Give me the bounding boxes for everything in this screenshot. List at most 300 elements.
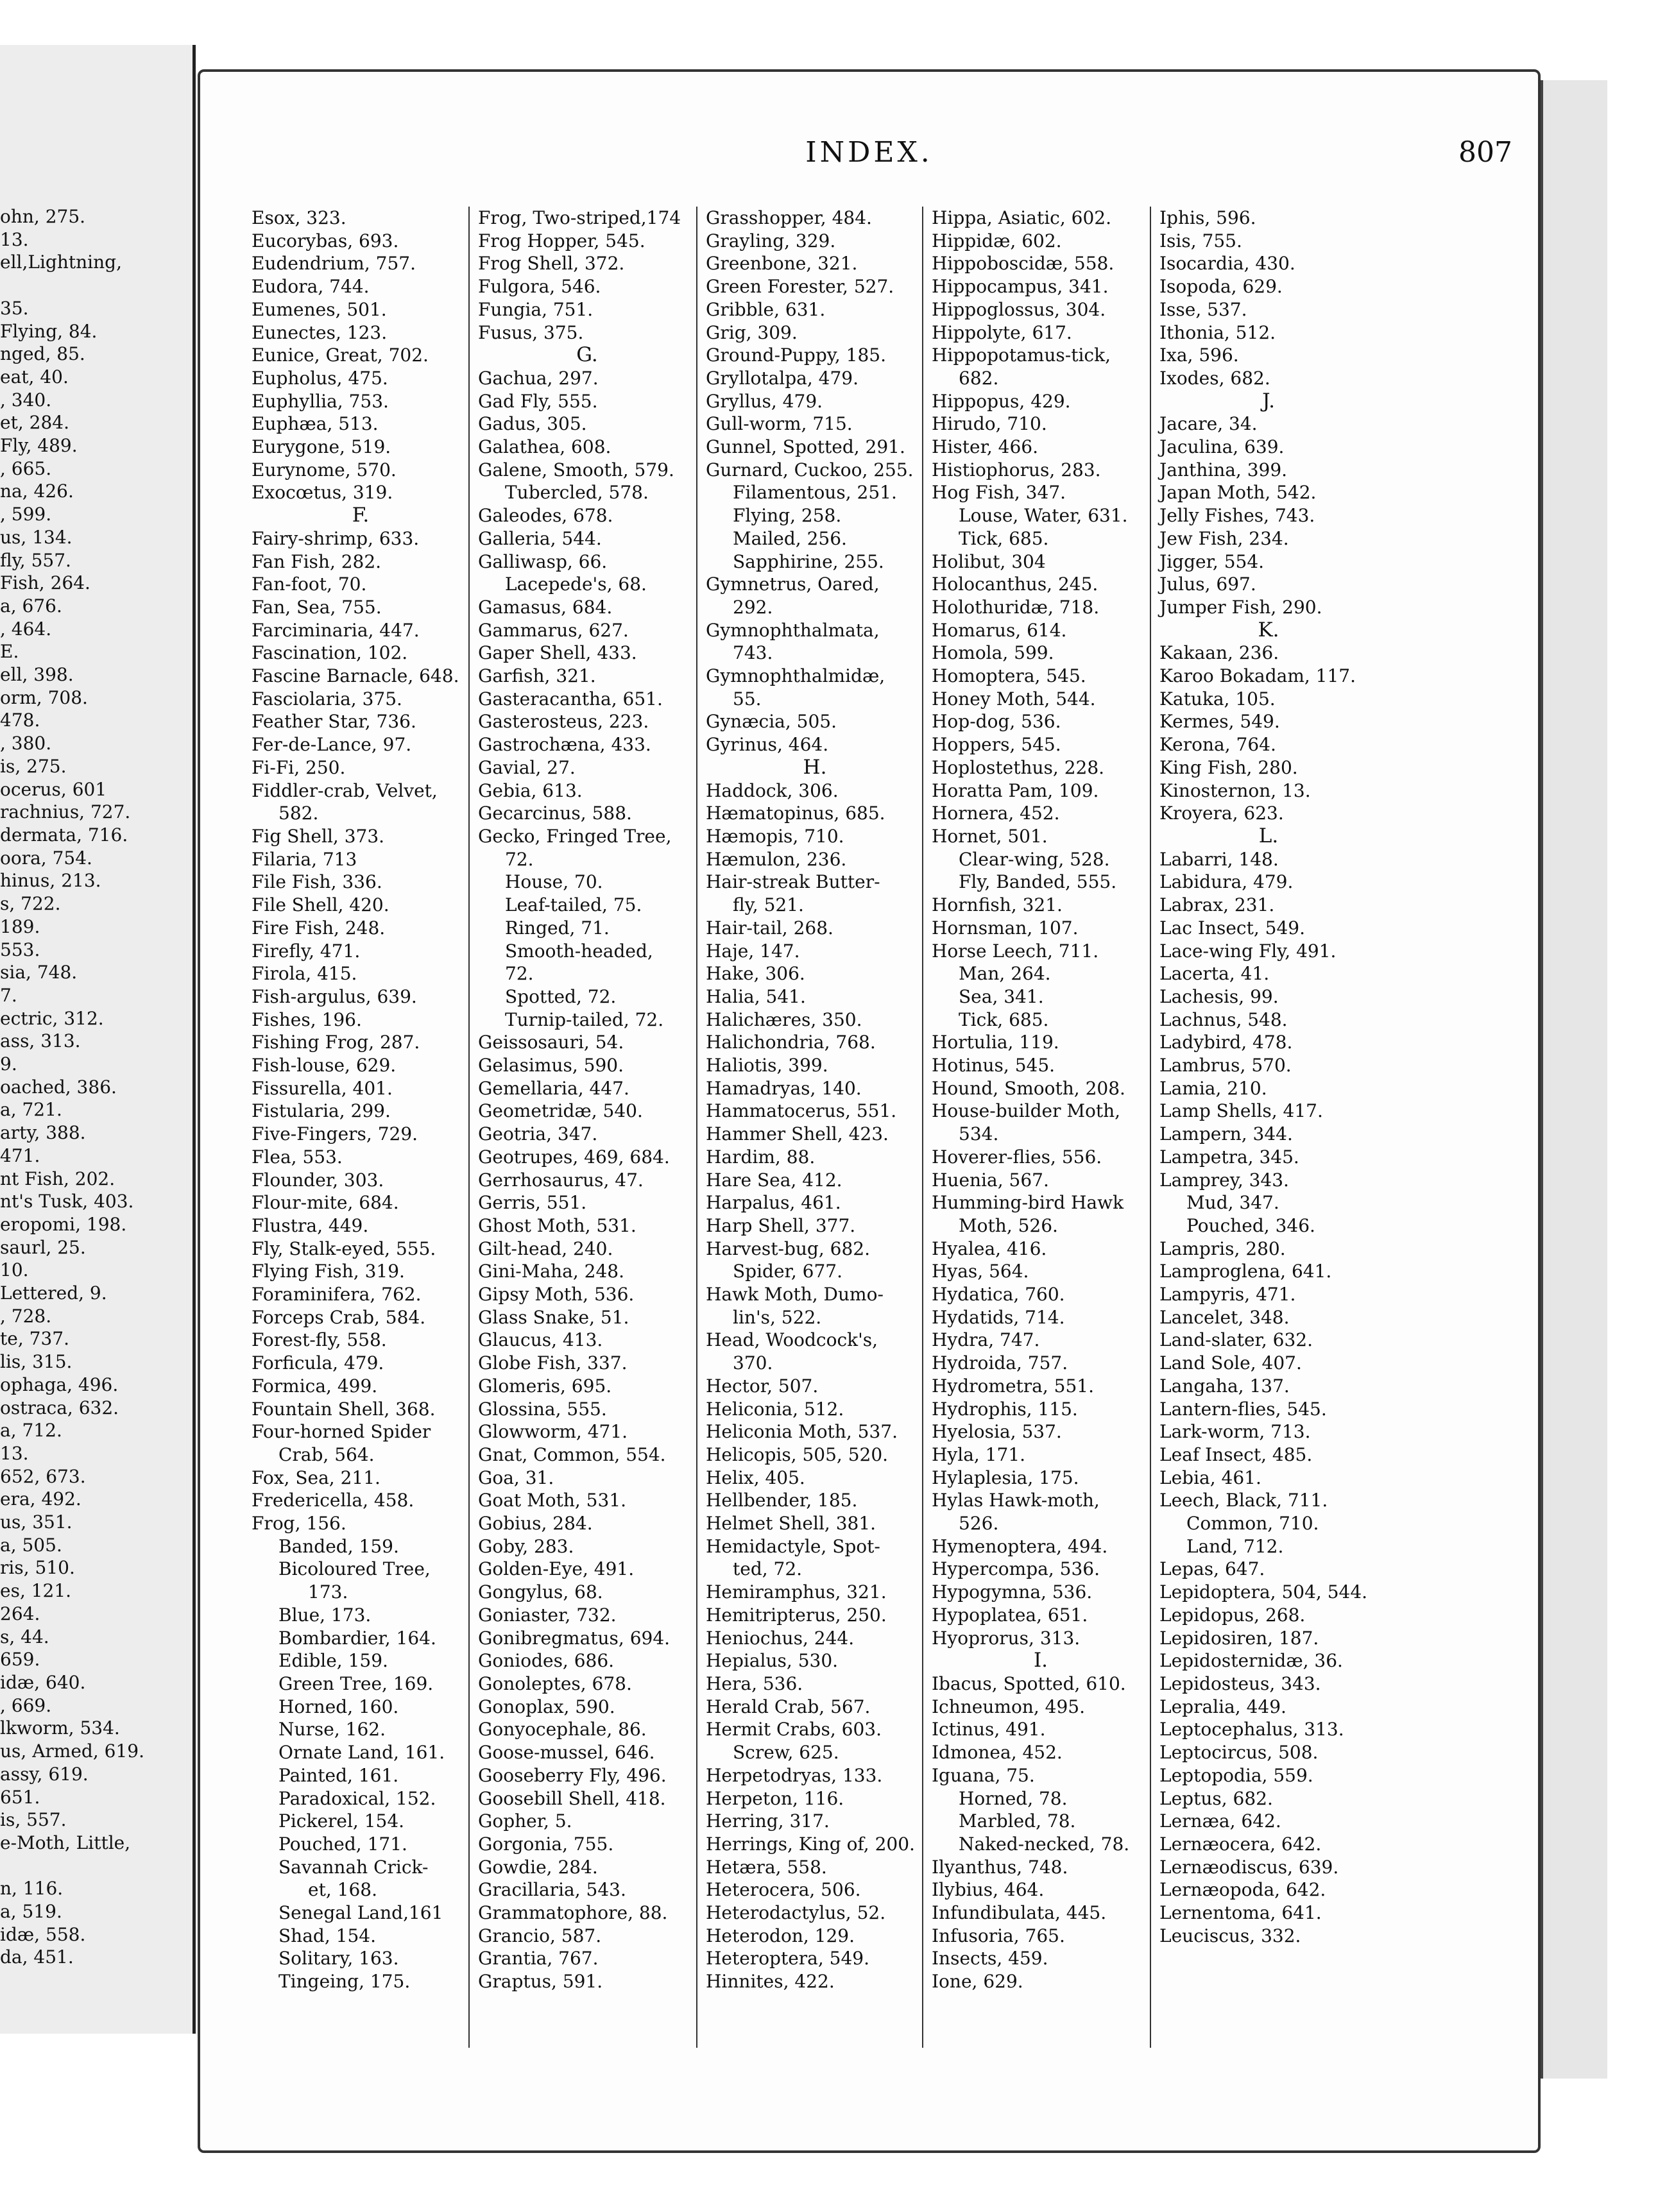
index-entry: Homarus, 614.	[932, 619, 1067, 641]
index-entry: Gastrochæna, 433.	[478, 734, 651, 756]
index-entry: Flounder, 303.	[252, 1169, 384, 1191]
index-entry: Moth, 526.	[959, 1214, 1058, 1236]
left-page-line: , 464.	[0, 618, 52, 640]
index-entry: Hair-streak Butter-	[706, 871, 880, 893]
index-entry: Heliconia, 512.	[706, 1398, 844, 1420]
index-entry: Hera, 536.	[706, 1673, 803, 1694]
index-entry: Fascine Barnacle, 648.	[252, 665, 459, 687]
index-entry: Hotinus, 545.	[932, 1055, 1055, 1076]
index-entry: Gemellaria, 447.	[478, 1077, 629, 1099]
index-entry: Lamprey, 343.	[1159, 1169, 1289, 1191]
left-page-line: oached, 386.	[0, 1076, 117, 1098]
index-entry: et, 168.	[308, 1879, 377, 1901]
index-entry: Fish-argulus, 639.	[252, 985, 417, 1007]
index-entry: Fusus, 375.	[478, 321, 584, 343]
index-entry: 682.	[959, 367, 999, 389]
index-entry: Lebia, 461.	[1159, 1467, 1261, 1488]
left-page-line: ell, 398.	[0, 664, 74, 686]
index-entry: Hæmopis, 710.	[706, 825, 844, 847]
index-entry: Hop-dog, 536.	[932, 711, 1061, 733]
index-entry: Hyla, 171.	[932, 1443, 1026, 1465]
index-entry: Gipsy Moth, 536.	[478, 1284, 635, 1306]
left-page-line: saurl, 25.	[0, 1236, 86, 1258]
left-page-line: 10.	[0, 1259, 29, 1281]
index-entry: Paradoxical, 152.	[278, 1787, 436, 1809]
left-page-line: 189.	[0, 915, 40, 937]
index-entry: Goat Moth, 531.	[478, 1490, 627, 1511]
index-entry: Eurygone, 519.	[252, 436, 391, 458]
index-entry: Kakaan, 236.	[1159, 642, 1279, 664]
index-entry: Naked-necked, 78.	[959, 1833, 1130, 1855]
index-entry: Hister, 466.	[932, 436, 1039, 458]
index-entry: Lernentoma, 641.	[1159, 1902, 1322, 1924]
left-page-line: 35.	[0, 297, 29, 319]
index-entry: Harpalus, 461.	[706, 1192, 841, 1214]
index-entry: Langaha, 137.	[1159, 1375, 1290, 1397]
index-entry: Hornsman, 107.	[932, 917, 1079, 939]
index-entry: Ixa, 596.	[1159, 345, 1239, 366]
index-entry: Lepidosternidæ, 36.	[1159, 1650, 1343, 1672]
index-entry: Helicopis, 505, 520.	[706, 1443, 889, 1465]
index-entry: Pouched, 171.	[278, 1833, 407, 1855]
left-page-line: , 728.	[0, 1305, 52, 1327]
index-entry: 173.	[308, 1581, 348, 1603]
index-entry: Hippolyte, 617.	[932, 321, 1072, 343]
index-entry: Gynæcia, 505.	[706, 711, 837, 733]
index-entry: Helix, 405.	[706, 1467, 805, 1488]
index-entry: Gymnophthalmata,	[706, 619, 880, 641]
index-entry: Isis, 755.	[1159, 230, 1242, 251]
index-entry: Banded, 159.	[278, 1535, 399, 1557]
index-entry: Glass Snake, 51.	[478, 1306, 629, 1328]
index-entry: Insects, 459.	[932, 1948, 1048, 1970]
left-page-line: 13.	[0, 228, 29, 250]
index-entry: Green Tree, 169.	[278, 1673, 434, 1694]
index-entry: Hylas Hawk-moth,	[932, 1490, 1100, 1511]
index-entry: Ilybius, 464.	[932, 1879, 1045, 1901]
left-page-line: Fish, 264.	[0, 572, 90, 594]
index-entry: Ibacus, Spotted, 610.	[932, 1673, 1126, 1694]
index-entry: Ringed, 71.	[505, 917, 610, 939]
index-entry: Gowdie, 284.	[478, 1856, 598, 1878]
index-entry: Hake, 306.	[706, 963, 805, 985]
index-entry: Marbled, 78.	[959, 1810, 1076, 1832]
index-entry: 582.	[278, 803, 319, 824]
index-entry: Gachua, 297.	[478, 367, 599, 389]
index-entry: Galleria, 544.	[478, 527, 602, 549]
index-entry: Savannah Crick-	[278, 1856, 429, 1878]
left-page-line: 553.	[0, 939, 40, 960]
index-entry: Hydra, 747.	[932, 1329, 1040, 1351]
page-number: 807	[1458, 136, 1512, 169]
index-entry: Forceps Crab, 584.	[252, 1306, 426, 1328]
left-page-line: na, 426.	[0, 481, 74, 502]
index-entry: Grayling, 329.	[706, 230, 836, 251]
index-entry: Four-horned Spider	[252, 1421, 431, 1443]
left-page-line: , 669.	[0, 1694, 52, 1716]
index-entry: Holocanthus, 245.	[932, 574, 1098, 595]
index-entry: Haje, 147.	[706, 940, 800, 962]
index-entry: Horned, 78.	[959, 1787, 1068, 1809]
index-entry: Lamp Shells, 417.	[1159, 1100, 1323, 1122]
index-entry: Fishes, 196.	[252, 1008, 362, 1030]
index-entry: Idmonea, 452.	[932, 1742, 1063, 1764]
index-entry: Goa, 31.	[478, 1467, 554, 1488]
index-entry: Fiddler-crab, Velvet,	[252, 779, 438, 801]
index-entry: Hammatocerus, 551.	[706, 1100, 897, 1122]
index-entry: Harp Shell, 377.	[706, 1214, 856, 1236]
index-entry: Herald Crab, 567.	[706, 1696, 871, 1717]
index-entry: Fredericella, 458.	[252, 1490, 414, 1511]
left-page-line: ectric, 312.	[0, 1007, 104, 1029]
section-letter: J.	[1262, 389, 1275, 413]
index-entry: Clear-wing, 528.	[959, 848, 1110, 870]
index-entry: Hymenoptera, 494.	[932, 1535, 1108, 1557]
index-entry: Hellbender, 185.	[706, 1490, 858, 1511]
index-entry: Foraminifera, 762.	[252, 1284, 422, 1306]
index-entry: Lamia, 210.	[1159, 1077, 1267, 1099]
index-entry: Euphyllia, 753.	[252, 390, 389, 412]
left-page-column	[0, 205, 192, 1969]
index-entry: Esox, 323.	[252, 207, 346, 228]
index-entry: Galeodes, 678.	[478, 505, 613, 527]
left-page-line: ris, 510.	[0, 1557, 75, 1579]
index-entry: Geotrupes, 469, 684.	[478, 1146, 670, 1168]
index-column-2	[478, 207, 696, 1993]
left-page-line: 471.	[0, 1144, 40, 1166]
column-rule	[696, 207, 697, 2048]
index-entry: Hirudo, 710.	[932, 413, 1047, 435]
index-entry: Hippoboscidæ, 558.	[932, 253, 1115, 275]
left-page-line: 659.	[0, 1649, 40, 1671]
left-page-line: oora, 754.	[0, 847, 92, 869]
index-entry: ted, 72.	[733, 1558, 803, 1580]
index-entry: Hyalea, 416.	[932, 1238, 1047, 1259]
index-entry: Shad, 154.	[278, 1925, 376, 1946]
left-page-line: rachnius, 727.	[0, 801, 131, 823]
index-entry: Frog Shell, 372.	[478, 253, 625, 275]
index-entry: Ixodes, 682.	[1159, 367, 1270, 389]
index-entry: Julus, 697.	[1159, 574, 1256, 595]
index-column-1	[252, 207, 470, 1993]
index-entry: Edible, 159.	[278, 1650, 388, 1672]
index-entry: Spider, 677.	[733, 1261, 843, 1282]
left-page-line: n, 116.	[0, 1878, 64, 1900]
index-entry: Nurse, 162.	[278, 1719, 386, 1740]
index-entry: Hyoprorus, 313.	[932, 1627, 1081, 1649]
index-entry: Holibut, 304	[932, 550, 1046, 572]
index-entry: Gad Fly, 555.	[478, 390, 598, 412]
index-entry: Gunnel, Spotted, 291.	[706, 436, 905, 458]
index-entry: Solitary, 163.	[278, 1948, 399, 1970]
index-entry: Lachnus, 548.	[1159, 1008, 1288, 1030]
index-entry: Tick, 685.	[959, 527, 1049, 549]
index-entry: Histiophorus, 283.	[932, 459, 1101, 481]
index-entry: Hornet, 501.	[932, 825, 1048, 847]
index-entry: Ghost Moth, 531.	[478, 1214, 637, 1236]
index-entry: Gopher, 5.	[478, 1810, 572, 1832]
index-entry: Forest-fly, 558.	[252, 1329, 387, 1351]
index-entry: Hippidæ, 602.	[932, 230, 1062, 251]
index-entry: Hoppers, 545.	[932, 734, 1061, 756]
index-entry: Eudendrium, 757.	[252, 253, 416, 275]
left-page-line: da, 451.	[0, 1946, 74, 1968]
index-entry: Grancio, 587.	[478, 1925, 602, 1946]
index-entry: Jaculina, 639.	[1159, 436, 1285, 458]
index-entry: Frog, Two-striped,174	[478, 207, 681, 228]
index-entry: House, 70.	[505, 871, 603, 893]
index-entry: Hæmatopinus, 685.	[706, 803, 885, 824]
index-entry: Gaper Shell, 433.	[478, 642, 637, 664]
section-letter: H.	[803, 755, 827, 779]
index-entry: Gongylus, 68.	[478, 1581, 603, 1603]
index-entry: Golden-Eye, 491.	[478, 1558, 635, 1580]
index-entry: Eupholus, 475.	[252, 367, 388, 389]
left-page-line: nt Fish, 202.	[0, 1168, 115, 1189]
section-letter: F.	[352, 504, 370, 527]
index-entry: Heniochus, 244.	[706, 1627, 855, 1649]
index-entry: Hog Fish, 347.	[932, 482, 1066, 504]
left-page-line: ell,Lightning,	[0, 251, 122, 273]
left-page-line: 13.	[0, 1442, 29, 1464]
index-entry: Gilt-head, 240.	[478, 1238, 613, 1259]
index-entry: Tubercled, 578.	[505, 482, 649, 504]
index-entry: House-builder Moth,	[932, 1100, 1121, 1122]
index-entry: Karoo Bokadam, 117.	[1159, 665, 1356, 687]
left-page-line: a, 505.	[0, 1534, 62, 1556]
index-entry: Halichæres, 350.	[706, 1008, 862, 1030]
index-entry: Lernæodiscus, 639.	[1159, 1856, 1339, 1878]
left-page-line: orm, 708.	[0, 686, 88, 708]
index-entry: Holothuridæ, 718.	[932, 596, 1100, 618]
index-entry: 370.	[733, 1352, 773, 1374]
index-entry: Labrax, 231.	[1159, 894, 1275, 916]
index-entry: King Fish, 280.	[1159, 756, 1298, 778]
index-entry: Homola, 599.	[932, 642, 1054, 664]
page-edge	[1540, 80, 1607, 2079]
index-entry: Flying Fish, 319.	[252, 1261, 405, 1282]
index-entry: Hinnites, 422.	[706, 1971, 835, 1993]
index-entry: Hortulia, 119.	[932, 1032, 1059, 1053]
index-entry: Heterocera, 506.	[706, 1879, 861, 1901]
index-entry: Goniodes, 686.	[478, 1650, 615, 1672]
index-entry: Hepialus, 530.	[706, 1650, 839, 1672]
section-letter: I.	[1033, 1649, 1048, 1672]
index-entry: Galathea, 608.	[478, 436, 611, 458]
index-entry: 534.	[959, 1123, 999, 1145]
index-entry: Glowworm, 471.	[478, 1421, 628, 1443]
index-entry: Homoptera, 545.	[932, 665, 1086, 687]
index-entry: Hyelosia, 537.	[932, 1421, 1062, 1443]
index-entry: Hæmulon, 236.	[706, 848, 847, 870]
index-entry: Fungia, 751.	[478, 298, 594, 320]
index-entry: Greenbone, 321.	[706, 253, 858, 275]
index-entry: Jigger, 554.	[1159, 550, 1265, 572]
index-entry: Lepralia, 449.	[1159, 1696, 1286, 1717]
index-entry: 55.	[733, 688, 762, 710]
index-entry: Hippopotamus-tick,	[932, 345, 1111, 366]
left-page-line: Flying, 84.	[0, 320, 98, 342]
left-page-line: nged, 85.	[0, 343, 85, 365]
index-entry: Gracillaria, 543.	[478, 1879, 626, 1901]
index-entry: Hippoglossus, 304.	[932, 298, 1106, 320]
index-entry: Hypercompa, 536.	[932, 1558, 1100, 1580]
index-entry: Galliwasp, 66.	[478, 550, 608, 572]
index-entry: lin's, 522.	[733, 1306, 822, 1328]
index-entry: Gonibregmatus, 694.	[478, 1627, 671, 1649]
index-entry: Hoverer-flies, 556.	[932, 1146, 1102, 1168]
index-entry: Flour-mite, 684.	[252, 1192, 399, 1214]
index-entry: Hemitripterus, 250.	[706, 1604, 887, 1626]
index-entry: Hippa, Asiatic, 602.	[932, 207, 1111, 228]
left-page-line: ocerus, 601	[0, 778, 107, 800]
index-entry: Lampris, 280.	[1159, 1238, 1286, 1259]
index-entry: Flying, 258.	[733, 505, 842, 527]
index-entry: Herpeton, 116.	[706, 1787, 844, 1809]
left-page-line: a, 721.	[0, 1099, 62, 1121]
index-entry: Geissosauri, 54.	[478, 1032, 624, 1053]
index-entry: Lepas, 647.	[1159, 1558, 1265, 1580]
index-entry: Herring, 317.	[706, 1810, 830, 1832]
index-entry: Jew Fish, 234.	[1159, 527, 1289, 549]
index-entry: Land, 712.	[1186, 1535, 1284, 1557]
index-entry: Crab, 564.	[278, 1443, 375, 1465]
left-page-line: ass, 313.	[0, 1030, 81, 1052]
index-entry: Horned, 160.	[278, 1696, 399, 1717]
index-entry: Hylaplesia, 175.	[932, 1467, 1079, 1488]
left-page-line: idæ, 640.	[0, 1672, 86, 1693]
index-entry: Jumper Fish, 290.	[1159, 596, 1322, 618]
index-entry: Gurnard, Cuckoo, 255.	[706, 459, 914, 481]
index-entry: Herrings, King of, 200.	[706, 1833, 915, 1855]
left-page-line: e-Moth, Little,	[0, 1832, 131, 1853]
page-title: INDEX.	[805, 136, 933, 169]
index-entry: Fairy-shrimp, 633.	[252, 527, 420, 549]
left-page-line	[0, 274, 192, 297]
index-entry: Fer-de-Lance, 97.	[252, 734, 412, 756]
index-entry: Leptus, 682.	[1159, 1787, 1273, 1809]
index-entry: Kermes, 549.	[1159, 711, 1280, 733]
index-entry: Gorgonia, 755.	[478, 1833, 614, 1855]
index-entry: Halia, 541.	[706, 985, 806, 1007]
index-entry: Hemiramphus, 321.	[706, 1581, 887, 1603]
index-entry: Frog, 156.	[252, 1513, 346, 1535]
index-entry: Leptopodia, 559.	[1159, 1764, 1313, 1786]
index-entry: Hyas, 564.	[932, 1261, 1029, 1282]
index-entry: Gini-Maha, 248.	[478, 1261, 625, 1282]
left-page-line: lkworm, 534.	[0, 1717, 120, 1739]
left-page-line: fly, 557.	[0, 549, 71, 571]
index-entry: Hound, Smooth, 208.	[932, 1077, 1125, 1099]
index-entry: Gerrhosaurus, 47.	[478, 1169, 644, 1191]
index-entry: Gonoleptes, 678.	[478, 1673, 632, 1694]
index-entry: Lambrus, 570.	[1159, 1055, 1292, 1076]
index-entry: Glaucus, 413.	[478, 1329, 603, 1351]
index-entry: Goniaster, 732.	[478, 1604, 617, 1626]
index-entry: Head, Woodcock's,	[706, 1329, 878, 1351]
left-page-line: et, 284.	[0, 412, 69, 434]
index-entry: Lamproglena, 641.	[1159, 1261, 1332, 1282]
index-entry: Heterodactylus, 52.	[706, 1902, 886, 1924]
index-entry: Frog Hopper, 545.	[478, 230, 645, 251]
index-entry: Hypogymna, 536.	[932, 1581, 1093, 1603]
index-entry: Land Sole, 407.	[1159, 1352, 1302, 1374]
index-entry: Fan-foot, 70.	[252, 574, 367, 595]
index-column-5	[1159, 207, 1378, 1947]
index-entry: Heteroptera, 549.	[706, 1948, 870, 1970]
index-entry: Eucorybas, 693.	[252, 230, 399, 251]
left-page-line: a, 676.	[0, 595, 62, 617]
index-entry: Fascination, 102.	[252, 642, 408, 664]
index-entry: Ictinus, 491.	[932, 1719, 1046, 1740]
index-entry: Turnip-tailed, 72.	[505, 1008, 664, 1030]
index-entry: Lampern, 344.	[1159, 1123, 1293, 1145]
index-entry: Eunectes, 123.	[252, 321, 388, 343]
index-entry: Haddock, 306.	[706, 779, 839, 801]
index-entry: Firola, 415.	[252, 963, 357, 985]
index-entry: 72.	[505, 963, 534, 985]
index-entry: Smooth-headed,	[505, 940, 653, 962]
index-entry: Leptocircus, 508.	[1159, 1742, 1319, 1764]
index-entry: Horse Leech, 711.	[932, 940, 1099, 962]
index-entry: Euphæa, 513.	[252, 413, 379, 435]
left-page-line: is, 275.	[0, 755, 67, 777]
index-entry: Honey Moth, 544.	[932, 688, 1096, 710]
index-entry: Hydrometra, 551.	[932, 1375, 1094, 1397]
index-entry: Spotted, 72.	[505, 985, 617, 1007]
index-entry: Fissurella, 401.	[252, 1077, 393, 1099]
left-page-line: hinus, 213.	[0, 870, 101, 892]
index-entry: Blue, 173.	[278, 1604, 372, 1626]
left-page-line: idæ, 558.	[0, 1923, 86, 1945]
left-page-line	[0, 1855, 192, 1878]
index-entry: Man, 264.	[959, 963, 1051, 985]
index-entry: Helmet Shell, 381.	[706, 1513, 876, 1535]
index-entry: Graptus, 591.	[478, 1971, 603, 1993]
index-entry: Harvest-bug, 682.	[706, 1238, 870, 1259]
left-page-line: 478.	[0, 710, 40, 731]
left-page-line: a, 712.	[0, 1420, 62, 1442]
index-entry: Gelasimus, 590.	[478, 1055, 624, 1076]
index-entry: Flea, 553.	[252, 1146, 343, 1168]
index-entry: File Fish, 336.	[252, 871, 382, 893]
index-entry: Hydroida, 757.	[932, 1352, 1068, 1374]
index-entry: Iphis, 596.	[1159, 207, 1256, 228]
index-entry: Lace-wing Fly, 491.	[1159, 940, 1337, 962]
left-page-line: us, 134.	[0, 526, 73, 548]
column-rule	[922, 207, 923, 2048]
index-entry: Fly, Banded, 555.	[959, 871, 1117, 893]
index-entry: Leaf-tailed, 75.	[505, 894, 642, 916]
index-entry: Tingeing, 175.	[278, 1971, 411, 1993]
index-entry: Glomeris, 695.	[478, 1375, 612, 1397]
index-entry: Eunice, Great, 702.	[252, 345, 429, 366]
index-entry: Grasshopper, 484.	[706, 207, 872, 228]
left-page-line: es, 121.	[0, 1580, 72, 1602]
left-page-line: us, 351.	[0, 1511, 73, 1533]
index-entry: Hypoplatea, 651.	[932, 1604, 1088, 1626]
index-entry: Louse, Water, 631.	[959, 505, 1128, 527]
index-entry: Hair-tail, 268.	[706, 917, 833, 939]
index-entry: Land-slater, 632.	[1159, 1329, 1313, 1351]
index-entry: Leaf Insect, 485.	[1159, 1443, 1313, 1465]
index-entry: Jacare, 34.	[1159, 413, 1258, 435]
left-page-line: is, 557.	[0, 1809, 67, 1831]
section-letter: L.	[1258, 824, 1279, 847]
index-entry: Gobius, 284.	[478, 1513, 593, 1535]
index-entry: Hare Sea, 412.	[706, 1169, 842, 1191]
index-entry: Halichondria, 768.	[706, 1032, 876, 1053]
